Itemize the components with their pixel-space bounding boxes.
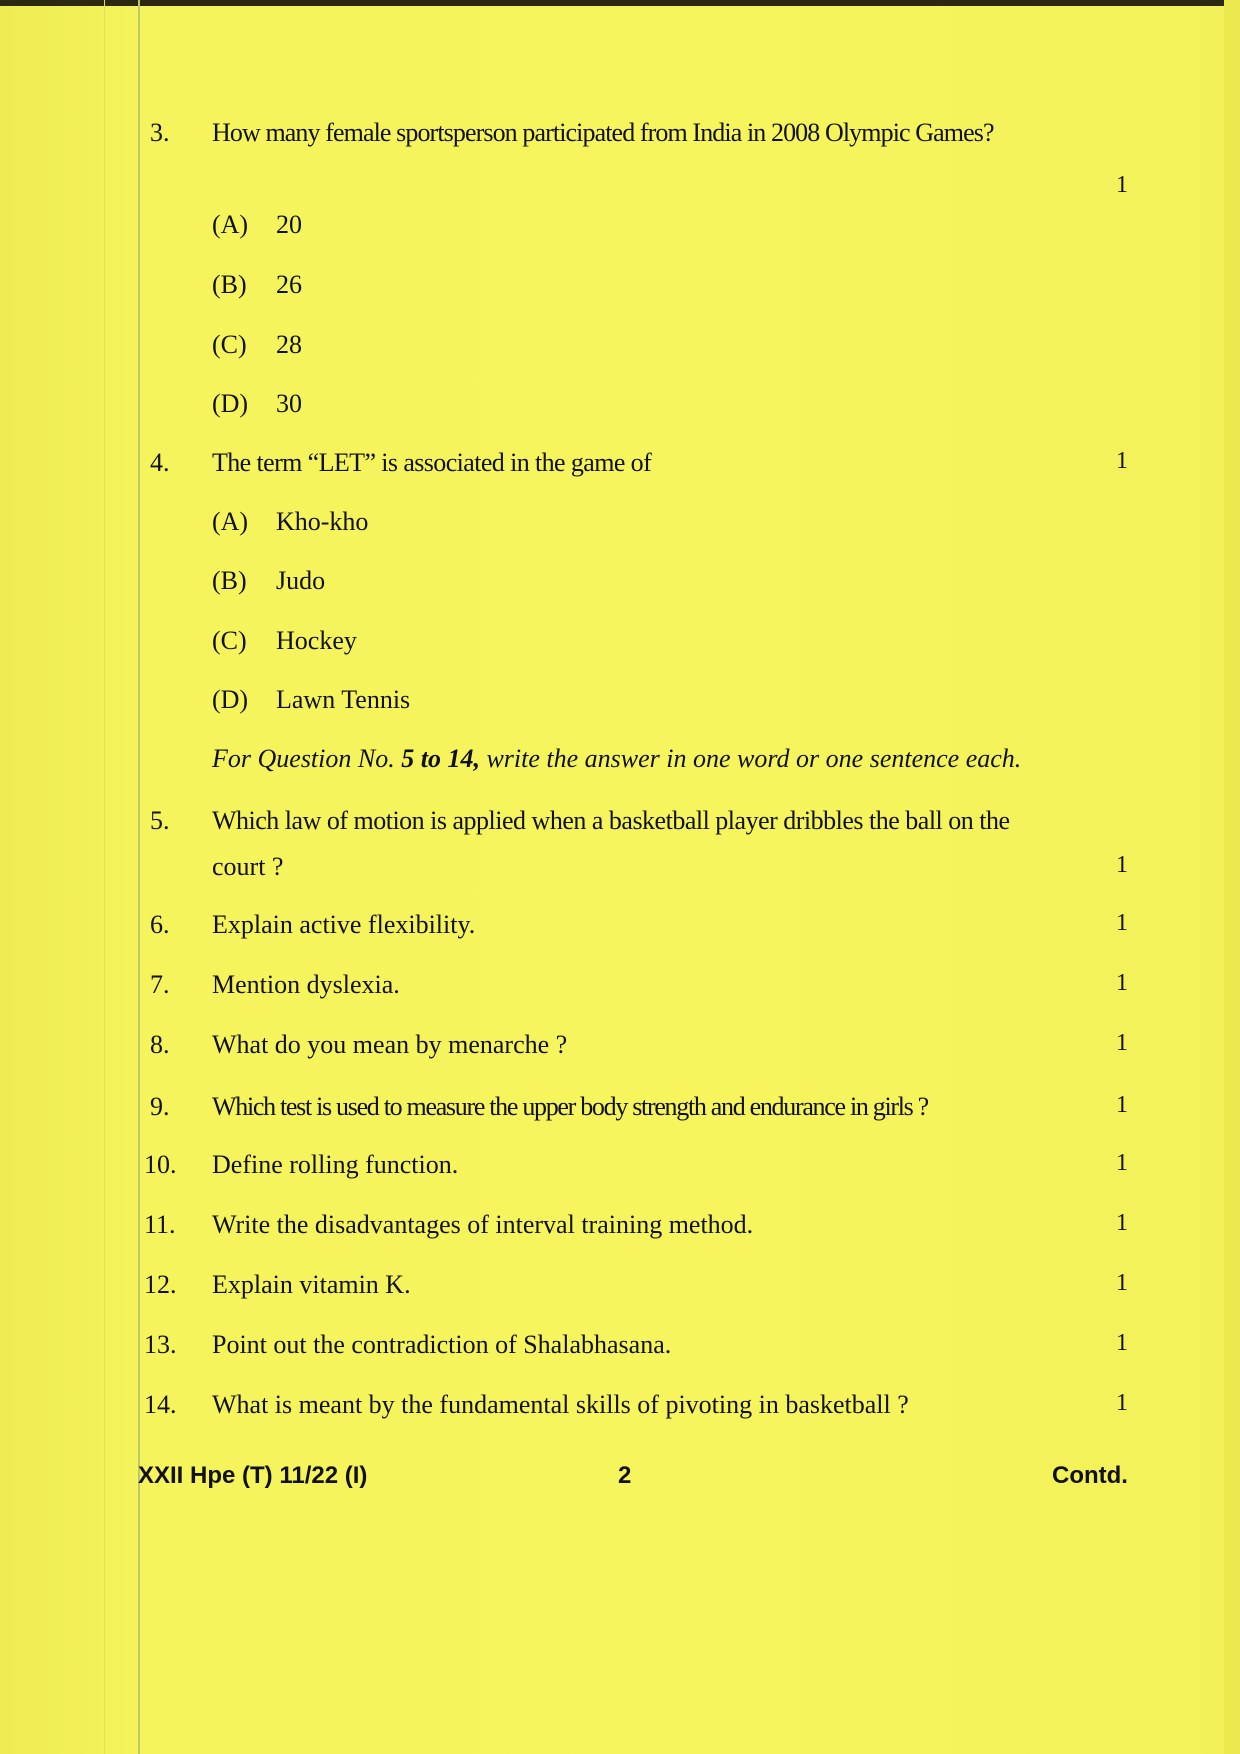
instruction-prefix: For Question No. <box>212 744 402 773</box>
option-label: (A) <box>212 507 249 536</box>
option-text: 20 <box>276 210 302 239</box>
page-number: 2 <box>618 1462 632 1489</box>
option-label: (C) <box>212 330 247 359</box>
option-text: Lawn Tennis <box>276 685 411 714</box>
question-text-line2: court ? <box>212 852 284 881</box>
question-number: 6. <box>150 910 170 939</box>
question-text: What is meant by the fundamental skills of pivoting in basketball ? <box>212 1390 909 1419</box>
question-text: Explain vitamin K. <box>212 1270 411 1299</box>
continued-label: Contd. <box>1052 1462 1128 1489</box>
q4-option-d <box>212 685 410 715</box>
question-mark: 1 <box>1116 1030 1128 1056</box>
question-text: Which test is used to measure the upper body strength and endurance in girls ? <box>212 1092 928 1121</box>
question-text: Point out the contradiction of Shalabhasana. <box>212 1330 672 1359</box>
question-text: Mention dyslexia. <box>212 970 400 999</box>
question-text: The term “LET” is associated in the game of <box>212 448 652 477</box>
q3-option-b <box>212 270 302 300</box>
q3-option-d <box>212 389 302 419</box>
question-number: 13. <box>144 1330 177 1359</box>
question-number: 12. <box>144 1270 177 1299</box>
q3-option-c <box>212 330 302 360</box>
option-label: (A) <box>212 210 249 239</box>
option-text: Hockey <box>276 626 357 655</box>
question-number: 5. <box>150 806 170 835</box>
instruction-range: 5 to 14, <box>401 744 480 773</box>
question-mark: 1 <box>1116 1150 1128 1176</box>
question-number: 9. <box>150 1092 170 1121</box>
q4-option-c <box>212 626 357 656</box>
option-text: 28 <box>276 330 302 359</box>
question-number: 10. <box>144 1150 177 1179</box>
question-mark: 1 <box>1116 1390 1128 1416</box>
question-text: Explain active flexibility. <box>212 910 476 939</box>
question-number: 14. <box>144 1390 177 1419</box>
question-mark: 1 <box>1116 1330 1128 1356</box>
question-text: Define rolling function. <box>212 1150 459 1179</box>
option-label: (D) <box>212 685 249 714</box>
option-text: 26 <box>276 270 302 299</box>
question-text: What do you mean by menarche ? <box>212 1030 568 1059</box>
question-text: Write the disadvantages of interval training method. <box>212 1210 754 1239</box>
question-number: 4. <box>150 448 170 477</box>
option-label: (C) <box>212 626 247 655</box>
question-mark: 1 <box>1116 1270 1128 1296</box>
margin-rule-faint <box>104 0 105 1754</box>
question-text-line1: Which law of motion is applied when a basketball player dribbles the ball on the <box>212 806 1010 835</box>
paper-code: XXII Hpe (T) 11/22 (I) <box>138 1462 368 1489</box>
question-number: 11. <box>144 1210 176 1239</box>
question-mark: 1 <box>1116 970 1128 996</box>
question-mark: 1 <box>1116 1092 1128 1118</box>
question-3-mark: 1 <box>1116 172 1128 198</box>
scan-top-edge <box>0 0 1240 6</box>
instruction-suffix: write the answer in one word or one sentence each. <box>479 744 1022 773</box>
question-mark: 1 <box>1116 1210 1128 1236</box>
scan-right-edge <box>1224 0 1240 1754</box>
question-number: 8. <box>150 1030 170 1059</box>
section-instruction <box>212 744 1021 774</box>
option-label: (B) <box>212 566 247 595</box>
question-number: 7. <box>150 970 170 999</box>
q4-option-a <box>212 507 368 537</box>
question-mark: 1 <box>1116 448 1128 474</box>
question-number: 3. <box>150 118 170 147</box>
option-text: Judo <box>276 566 326 595</box>
option-label: (D) <box>212 389 249 418</box>
question-mark: 1 <box>1116 852 1128 878</box>
option-text: 30 <box>276 389 302 418</box>
question-mark: 1 <box>1116 910 1128 936</box>
option-label: (B) <box>212 270 247 299</box>
question-text: How many female sportsperson participated from India in 2008 Olympic Games? <box>212 118 994 147</box>
q3-option-a <box>212 210 302 240</box>
margin-rule <box>138 0 140 1754</box>
q4-option-b <box>212 566 325 596</box>
option-text: Kho-kho <box>276 507 369 536</box>
